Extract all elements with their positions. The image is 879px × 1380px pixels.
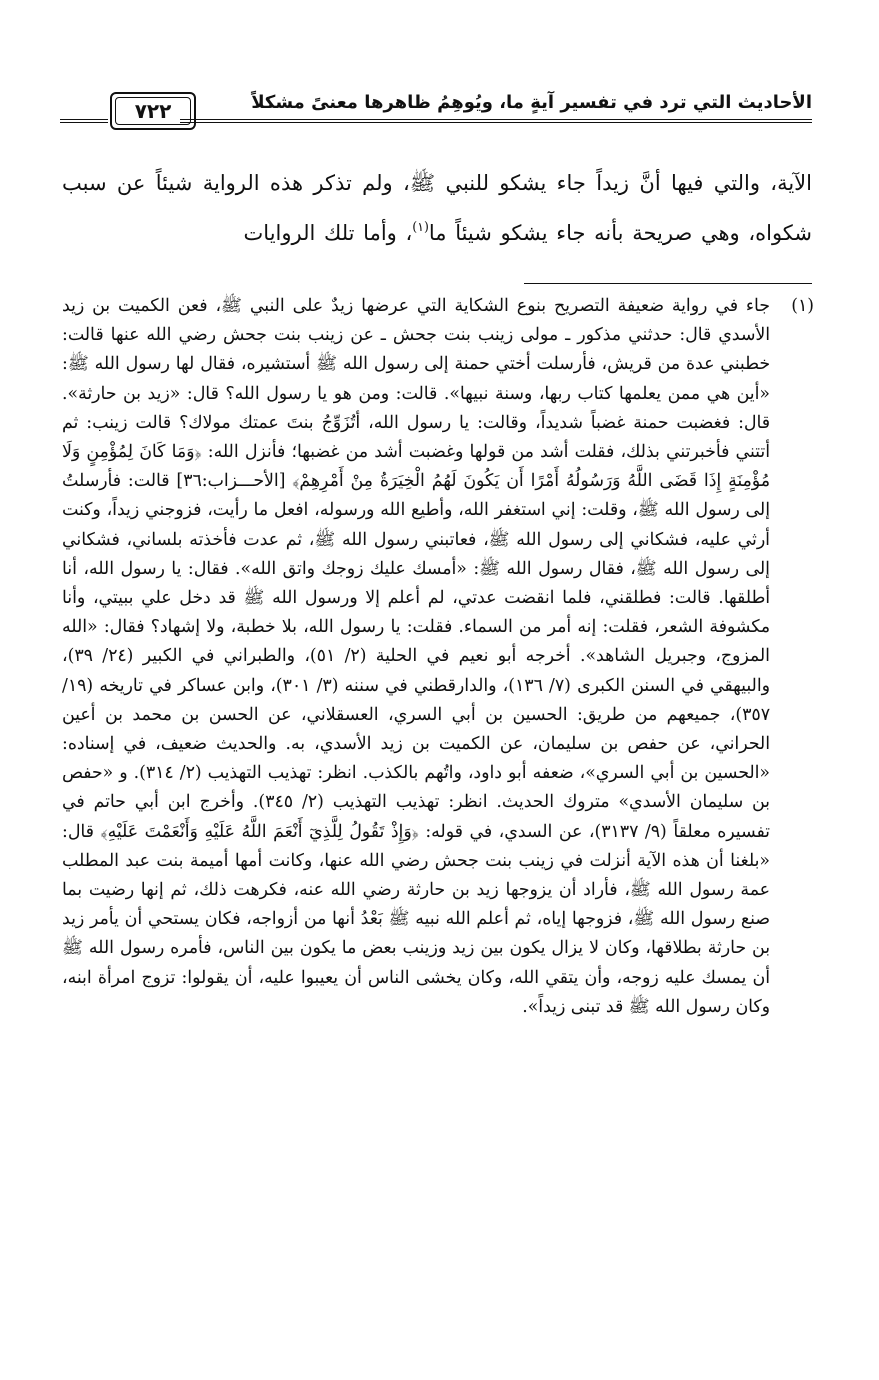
footnote-marker: (١): [791, 296, 814, 316]
page-number-frame: [110, 92, 196, 130]
page-number: ٧٢٢: [134, 99, 172, 123]
footnote-reference[interactable]: (١): [412, 219, 429, 235]
footnote-text: جاء في رواية ضعيفة التصريح بنوع الشكاية التي عرضها زيدٌ على النبي ﷺ، فعن الكميت بن زيد الأسدي قال: حدثني مذكور ـ مولى زينب بنت جحش ـ عن زينب بنت جحش رضي الله عنها قالت: خطبني عدة من قريش، فأرسلت أختي حمنة إلى رسول الله ﷺ أستشيره، فقال لها رسول الله ﷺ: «أين هي ممن يعلمها كتاب ربها، وسنة نبيها». قالت: ومن هو يا رسول الله؟ قال: «زيد بن حارثة». قال: فغضبت حمنة غضباً شديداً، وقالت: يا رسول الله، أتُزَوِّجُ بنتَ عمتك مولاك؟ قالت زينب: ثم أتتني فأخبرتني بذلك، فقلت أشد من قولها وغضبت أشد من غضبها؛ فأنزل الله: ﴿وَمَا كَانَ لِمُؤْمِنٍ وَلَا مُؤْمِنَةٍ إِذَا قَضَى اللَّهُ وَرَسُولُهُ أَمْرًا أَن يَكُونَ لَهُمُ الْخِيَرَةُ مِنْ أَمْرِهِمْ﴾ [الأحـــزاب:٣٦] قالت: فأرسلتُ إلى رسول الله ﷺ، وقلت: إني استغفر الله، وأطيع الله ورسوله، افعل ما رأيت، فزوجني زيداً، وكنت أرثي عليه، فشكاني إلى رسول الله ﷺ، فعاتبني رسول الله ﷺ، ثم عدت فأخذته بلساني، فشكاني إلى رسول الله ﷺ، فقال رسول الله ﷺ: «أمسك عليك زوجك واتق الله». فقال: يا رسول الله، أنا أطلقها. قالت: فطلقني، فلما انقضت عدتي، لم أعلم إلا ورسول الله ﷺ قد دخل علي ببيتي، وأنا مكشوفة الشعر، فقلت: إنه أمر من السماء. فقلت: يا رسول الله، بلا خطبة، ولا إشهاد؟ فقال: «الله المزوج، وجبريل الشاهد». أخرجه أبو نعيم في الحلية (٢/ ٥١)، والطبراني في الكبير (٢٤/ ٣٩)، والبيهقي في السنن الكبرى (٧/ ١٣٦)، والدارقطني في سننه (٣/ ٣٠١)، وابن عساكر في تاريخه (١٩/ ٣٥٧)، جميعهم من طريق: الحسين بن أبي السري، العسقلاني، عن الحسن بن محمد بن أعين الحراني، عن حفص بن سليمان، عن الكميت بن زيد الأسدي، به. والحديث ضعيف، في إسناده: «الحسين بن أبي السري»، ضعفه أبو داود، واتُهم بالكذب. انظر: تهذيب التهذيب (٢/ ٣١٤). و «حفص بن سليمان الأسدي» متروك الحديث. انظر: تهذيب التهذيب (٢/ ٣٤٥). وأخرج ابن أبي حاتم في تفسيره معلقاً (٩/ ٣١٣٧)، عن السدي، في قوله: ﴿وَإِذْ تَقُولُ لِلَّذِيٓ أَنْعَمَ اللَّهُ عَلَيْهِ وَأَنْعَمْتَ عَلَيْهِ﴾ قال: «بلغنا أن هذه الآية أنزلت في زينب بنت جحش رضي الله عنها، وكانت أمها أميمة بنت عبد المطلب عمة رسول الله ﷺ، فأراد أن يزوجها زيد بن حارثة رضي الله عنه، فكرهت ذلك، ثم إنها رضيت بما صنع رسول الله ﷺ، فزوجها إياه، ثم أعلم الله نبيه ﷺ بَعْدُ أنها من أزواجه، فكان يستحي أن يأمر زيد بن حارثة بطلاقها، وكان لا يزال يكون بين زيد وزينب بعض ما يكون بين الناس، فأمره رسول الله ﷺ أن يمسك عليه زوجه، وأن يتقي الله، وكان يخشى الناس أن يعيبوا عليه، أن يقولوا: تزوج امرأة ابنه، وكان رسول الله ﷺ قد تبنى زيداً».: [62, 296, 770, 1017]
header-rule-double: [180, 122, 812, 123]
footnote: [62, 292, 814, 1022]
footnote-separator: [524, 283, 812, 284]
body-paragraph: [62, 158, 812, 258]
header-rule-left: [60, 119, 108, 120]
page-header: [60, 86, 812, 140]
running-title: الأحاديث التي ترد في تفسير آيةٍ ما، ويُوهِمُ ظاهرها معنىً مشكلاً: [251, 92, 812, 113]
header-rule: [180, 119, 812, 120]
body-text-part1: الآية، والتي فيها أنَّ زيداً جاء يشكو للنبي ﷺ، ولم تذكر هذه الرواية شيئاً عن سبب شكواه، وهي صريحة بأنه جاء يشكو شيئاً ما: [62, 171, 812, 245]
header-rule-left-double: [60, 122, 108, 123]
body-text-part2: ، وأما تلك الروايات: [243, 221, 413, 245]
